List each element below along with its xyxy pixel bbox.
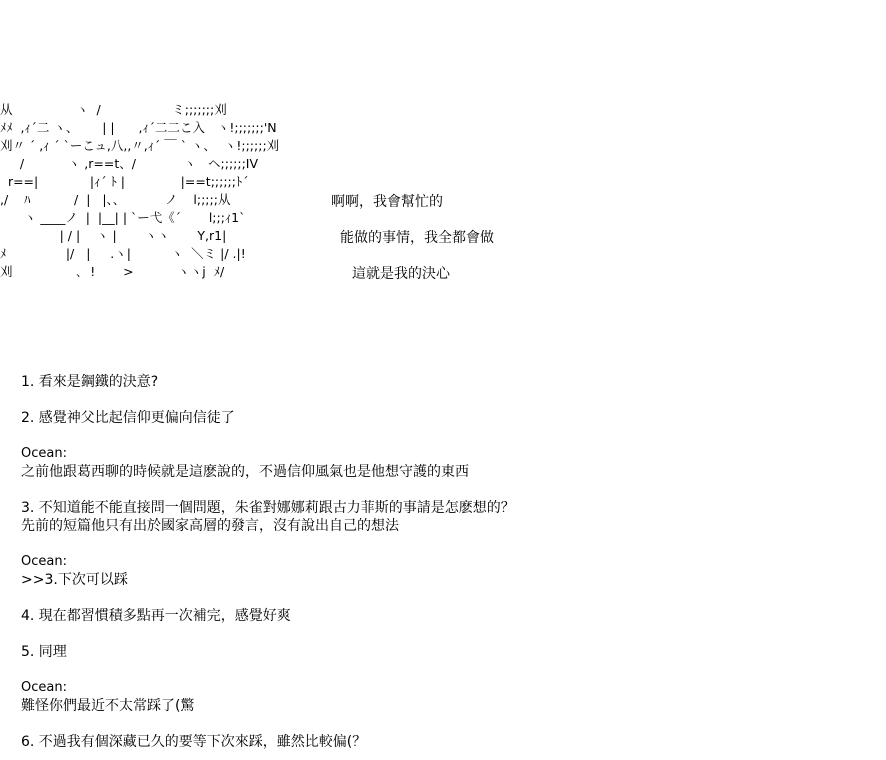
answer-speaker: Ocean: [21, 554, 67, 569]
ascii-art-line: | / | ヽ | ヽヽ Y,r1| [0, 228, 227, 243]
question-text: 先前的短篇他只有出於國家高層的發言，沒有說出自己的想法 [21, 518, 399, 534]
ascii-art-line: / ヽ ,r==t、/ ヽ ヘ;;;;;;IV [0, 156, 259, 171]
question-text: 2. 感覺神父比起信仰更偏向信徒了 [21, 410, 235, 426]
question-text: 6. 不過我有個深藏已久的要等下次來踩，雖然比較偏(？ [21, 734, 367, 750]
question-5 [21, 643, 881, 661]
question-1 [21, 373, 881, 391]
ascii-art-line: ﾒ |/ | .ヽ| ヽ ＼ミ |/ .|! [0, 246, 246, 261]
question-4 [21, 607, 881, 625]
ascii-art-line: ,/ ﾊ / | |、、 ノ l;;;;;从 [0, 192, 231, 207]
question-3 [21, 499, 881, 535]
question-text: 1. 看來是鋼鐵的決意? [21, 374, 159, 390]
answer-3 [21, 553, 881, 589]
answer-speaker: Ocean: [21, 680, 67, 695]
ascii-art-line: 刈〃 ´ ,ｨ ´ `ーこュ,八,,〃,ｨ´ ￣ ` ヽ、 ヽ!;;;;;;刈 [0, 138, 280, 153]
question-2 [21, 409, 881, 427]
ascii-art-line: ﾒﾒ ,ｨ´二 ヽ、 | | ,ｨ´二二こ入 ヽ!;;;;;;;'N [0, 120, 277, 135]
ascii-art-line: 从 ヽ / ミ;;;;;;;刈 [0, 102, 227, 117]
question-6 [21, 733, 881, 751]
answer-text: >>3.下次可以踩 [21, 572, 128, 588]
speech-line-2: 能做的事情，我全都會做 [340, 230, 494, 246]
ascii-art-line: ヽ ____ノ | |__| | `ー弋《´ l;;;ｨ1` [0, 210, 246, 225]
question-text: 4. 現在都習慣積多點再一次補完，感覺好爽 [21, 608, 291, 624]
qa-section [21, 373, 881, 751]
answer-5 [21, 679, 881, 715]
speech-line-3: 這就是我的決心 [352, 266, 450, 282]
answer-text: 難怪你們最近不太常踩了(驚 [21, 698, 195, 714]
ascii-art-line: 刈 ､ ! > ヽヽj ﾒ/ [0, 264, 225, 279]
speech-line-1: 啊啊，我會幫忙的 [331, 194, 443, 210]
answer-speaker: Ocean: [21, 446, 67, 461]
ascii-art-line: r==| |ｨ´ ﾄ | |==t;;;;;;ﾄ´ [0, 174, 249, 189]
ascii-art-character [0, 101, 330, 281]
answer-2 [21, 445, 881, 481]
question-text: 3. 不知道能不能直接問一個問題，朱雀對娜娜莉跟古力菲斯的事請是怎麽想的？ [21, 500, 515, 516]
question-text: 5. 同理 [21, 644, 67, 660]
answer-text: 之前他跟葛西聊的時候就是這麽說的，不過信仰風氣也是他想守護的東西 [21, 464, 469, 480]
